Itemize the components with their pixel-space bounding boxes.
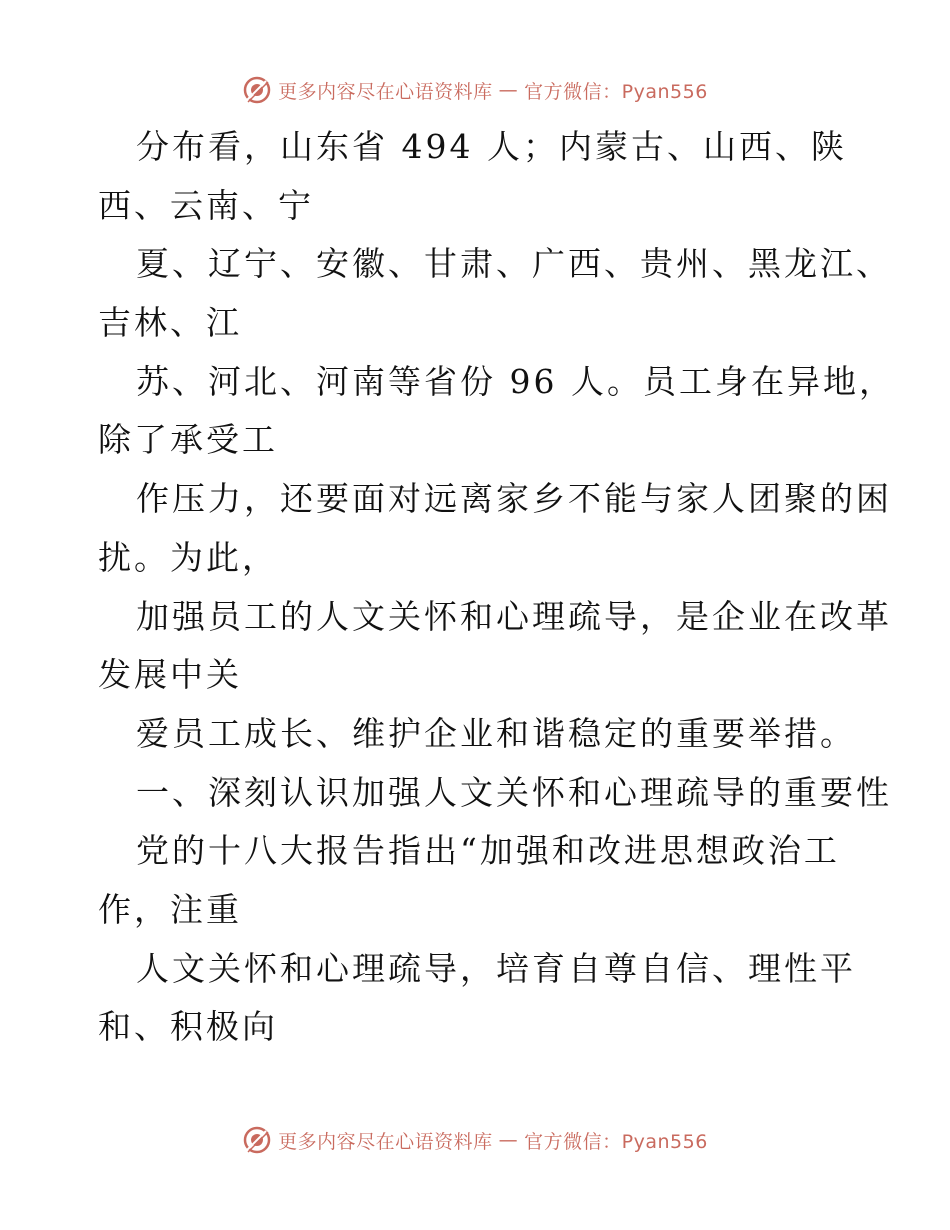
banner-wechat-text: 官方微信：Pyan556 <box>524 80 708 103</box>
body-line: 吉林、江 <box>98 303 242 343</box>
header-banner <box>0 72 950 108</box>
body-line: 夏、辽宁、安徽、甘肃、广西、贵州、黑龙江、 <box>136 244 892 284</box>
body-line: 党的十八大报告指出“加强和改进思想政治工 <box>136 831 840 871</box>
body-line: 扰。为此， <box>98 537 278 577</box>
body-line: 除了承受工 <box>98 420 278 460</box>
footer-banner <box>0 1122 950 1158</box>
body-line: 西、云南、宁 <box>98 185 314 225</box>
body-line: 发展中关 <box>98 655 242 695</box>
body-line: 作压力，还要面对远离家乡不能与家人团聚的困 <box>136 479 892 519</box>
quill-seal-icon <box>242 75 272 105</box>
body-line: 作，注重 <box>98 889 242 929</box>
banner-separator: — <box>498 1129 519 1151</box>
body-line: 爱员工成长、维护企业和谐稳定的重要举措。 <box>136 713 856 753</box>
document-body <box>98 118 895 1057</box>
section-heading: 一、深刻认识加强人文关怀和心理疏导的重要性 <box>136 772 892 812</box>
banner-separator: — <box>498 79 519 101</box>
body-line: 人文关怀和心理疏导，培育自尊自信、理性平 <box>136 948 856 988</box>
banner-site-text: 更多内容尽在心语资料库 <box>278 80 493 103</box>
body-line: 和、积极向 <box>98 1007 278 1047</box>
quill-seal-icon <box>242 1125 272 1155</box>
body-line: 分布看，山东省 494 人；内蒙古、山西、陕 <box>136 127 847 166</box>
body-line: 加强员工的人文关怀和心理疏导，是企业在改革 <box>136 596 892 636</box>
banner-site-text: 更多内容尽在心语资料库 <box>278 1130 493 1153</box>
body-line: 苏、河北、河南等省份 96 人。员工身在异地， <box>136 361 895 401</box>
banner-wechat-text: 官方微信：Pyan556 <box>524 1130 708 1153</box>
